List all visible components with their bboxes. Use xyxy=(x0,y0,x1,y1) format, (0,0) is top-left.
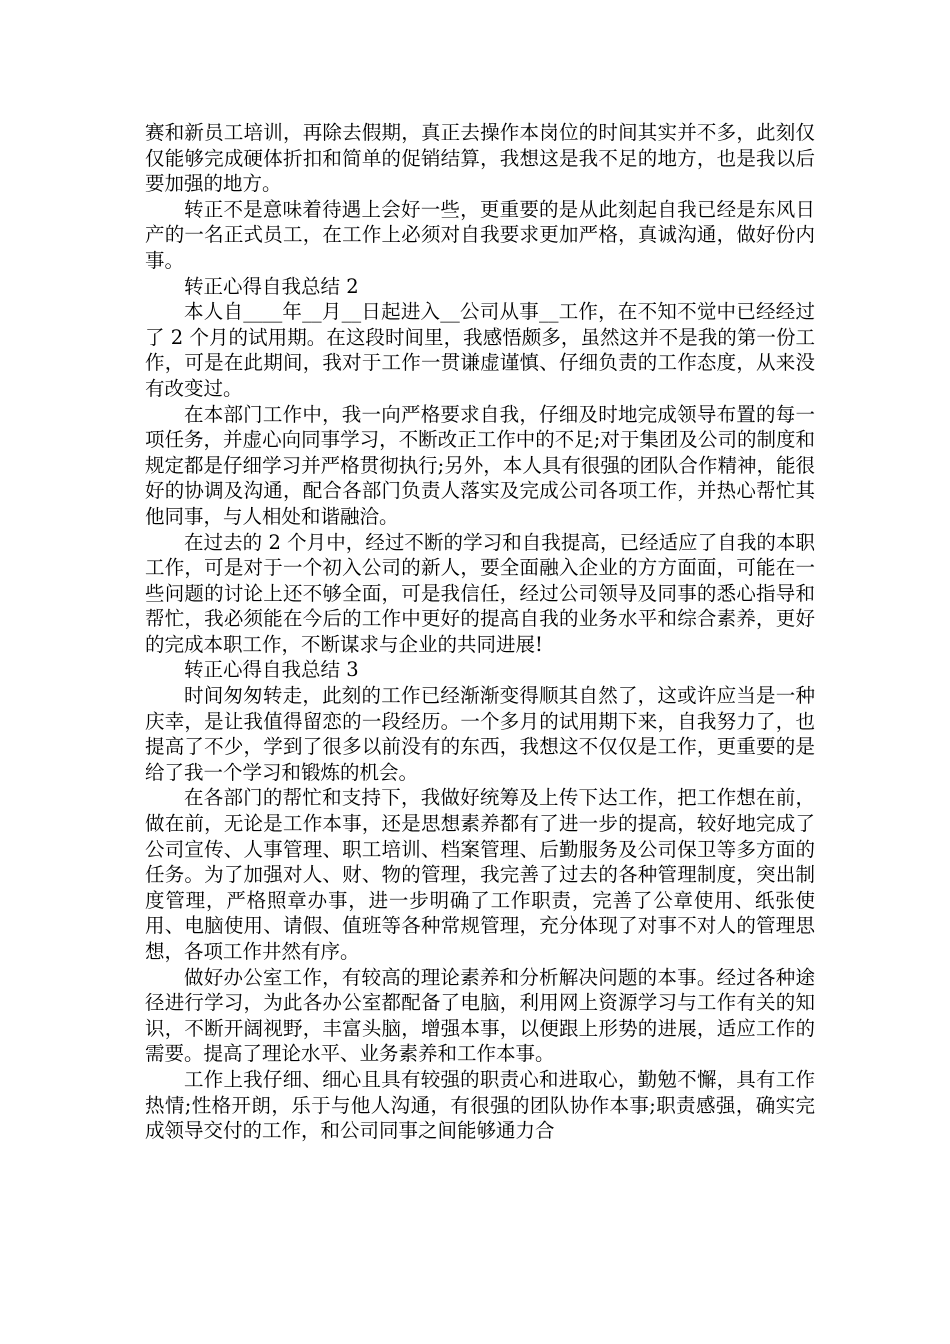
paragraph: 在各部门的帮忙和支持下，我做好统筹及上传下达工作，把工作想在前，做在前，无论是工作本事，还是思想素养都有了进一步的提高，较好地完成了公司宣传、人事管理、职工培训、档案管理、后勤服务及公司保卫等多方面的任务。为了加强对人、财、物的管理，我完善了过去的各种管理制度，突出制度管理，严格照章办事，进一步明确了工作职责，完善了公章使用、纸张使用、电脑使用、请假、值班等各种常规管理，充分体现了对事不对人的管理思想，各项工作井然有序。 xyxy=(145,786,815,963)
section-heading: 转正心得自我总结 2 xyxy=(184,274,359,298)
paragraph: 在过去的 2 个月中，经过不断的学习和自我提高，已经适应了自我的本职工作，可是对于一个初入公司的新人，要全面融入企业的方方面面，可能在一些问题的讨论上还不够全面，可是我信任，经过公司领导及同事的悉心指导和帮忙，我必须能在今后的工作中更好的提高自我的业务水平和综合素养，更好的完成本职工作，不断谋求与企业的共同进展! xyxy=(145,530,815,656)
paragraph: 工作上我仔细、细心且具有较强的职责心和进取心，勤勉不懈，具有工作热情;性格开朗，乐于与他人沟通，有很强的团队协作本事;职责感强，确实完成领导交付的工作，和公司同事之间能够通力合 xyxy=(145,1067,815,1143)
paragraph-continuation: 赛和新员工培训，再除去假期，真正去操作本岗位的时间其实并不多，此刻仅仅能够完成硬体折扣和简单的促销结算，我想这是我不足的地方，也是我以后要加强的地方。 xyxy=(145,121,815,196)
paragraph: 本人自____年__月__日起进入__公司从事__工作，在不知不觉中已经经过了 2 个月的试用期。在这段时间里，我感悟颇多，虽然这并不是我的第一份工作，可是在此期间，我对于工作一贯谦虚谨慎、仔细负责的工作态度，从来没有改变过。 xyxy=(145,300,815,400)
paragraph: 转正不是意味着待遇上会好一些，更重要的是从此刻起自我已经是东风日产的一名正式员工，在工作上必须对自我要求更加严格，真诚沟通，做好份内事。 xyxy=(145,197,815,272)
paragraph: 时间匆匆转走，此刻的工作已经渐渐变得顺其自然了，这或许应当是一种庆幸，是让我值得留恋的一段经历。一个多月的试用期下来，自我努力了，也提高了不少，学到了很多以前没有的东西，我想这不仅仅是工作，更重要的是给了我一个学习和锻炼的机会。 xyxy=(145,684,815,784)
paragraph: 在本部门工作中，我一向严格要求自我，仔细及时地完成领导布置的每一项任务，并虚心向同事学习，不断改正工作中的不足;对于集团及公司的制度和规定都是仔细学习并严格贯彻执行;另外，本人具有很强的团队合作精神，能很好的协调及沟通，配合各部门负责人落实及完成公司各项工作，并热心帮忙其他同事，与人相处和谐融洽。 xyxy=(145,402,815,528)
paragraph: 做好办公室工作，有较高的理论素养和分析解决问题的本事。经过各种途径进行学习，为此各办公室都配备了电脑，利用网上资源学习与工作有关的知识，不断开阔视野，丰富头脑，增强本事，以便跟上形势的进展，适应工作的需要。提高了理论水平、业务素养和工作本事。 xyxy=(145,965,815,1066)
document-body xyxy=(145,120,815,1144)
section-heading: 转正心得自我总结 3 xyxy=(184,658,359,682)
